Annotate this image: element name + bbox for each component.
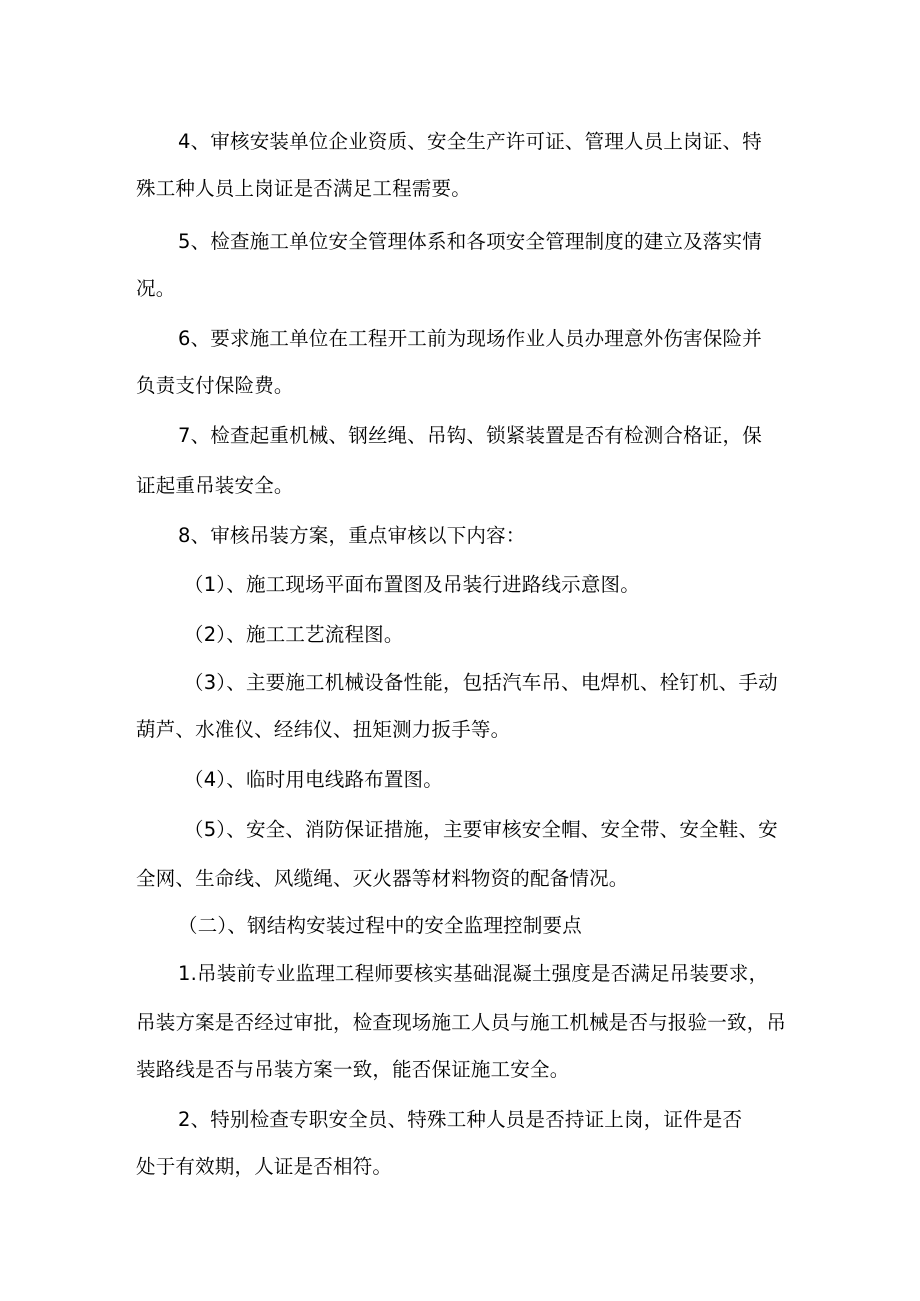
paragraph-4-line-1: 4、审核安装单位企业资质、安全生产许可证、管理人员上岗证、特: [178, 130, 762, 153]
paragraph-7-line-1: 7、检查起重机械、钢丝绳、吊钩、锁紧装置是否有检测合格证，保: [178, 424, 762, 447]
paragraph-6-line-1: 6、要求施工单位在工程开工前为现场作业人员办理意外伤害保险并: [178, 327, 762, 350]
section-2-point-1-line-1: 1.吊装前专业监理工程师要核实基础混凝土强度是否满足吊装要求，: [178, 962, 769, 985]
paragraph-4-line-2: 殊工种人员上岗证是否满足工程需要。: [136, 177, 471, 200]
paragraph-5-line-2: 况。: [136, 277, 176, 300]
paragraph-5-line-1: 5、检查施工单位安全管理体系和各项安全管理制度的建立及落实情: [178, 230, 762, 253]
item-1-line: （1）、施工现场平面布置图及吊装行进路线示意图。: [184, 573, 640, 596]
section-2-point-1-line-2: 吊装方案是否经过审批，检查现场施工人员与施工机械是否与报验一致，吊: [136, 1011, 787, 1034]
section-2-point-2-line-1: 2、特别检查专职安全员、特殊工种人员是否持证上岗，证件是否: [178, 1108, 743, 1131]
item-3-line-1: （3）、主要施工机械设备性能，包括汽车吊、电焊机、栓钉机、手动: [184, 671, 778, 694]
section-2-heading: （二）、钢结构安装过程中的安全监理控制要点: [178, 914, 582, 937]
section-2-point-2-line-2: 处于有效期，人证是否相符。: [136, 1155, 393, 1178]
section-2-point-1-line-3: 装路线是否与吊装方案一致，能否保证施工安全。: [136, 1058, 570, 1081]
item-5-line-2: 全网、生命线、风缆绳、灭火器等材料物资的配备情况。: [136, 867, 629, 890]
paragraph-7-line-2: 证起重吊装安全。: [136, 474, 294, 497]
item-2-line: （2）、施工工艺流程图。: [184, 623, 404, 646]
paragraph-6-line-2: 负责支付保险费。: [136, 374, 294, 397]
item-5-line-1: （5）、安全、消防保证措施，主要审核安全帽、安全带、安全鞋、安: [184, 818, 778, 841]
paragraph-8-heading: 8、审核吊装方案，重点审核以下内容：: [178, 524, 526, 547]
item-4-line: （4）、临时用电线路布置图。: [184, 768, 443, 791]
item-3-line-2: 葫芦、水准仪、经纬仪、扭矩测力扳手等。: [136, 718, 511, 741]
